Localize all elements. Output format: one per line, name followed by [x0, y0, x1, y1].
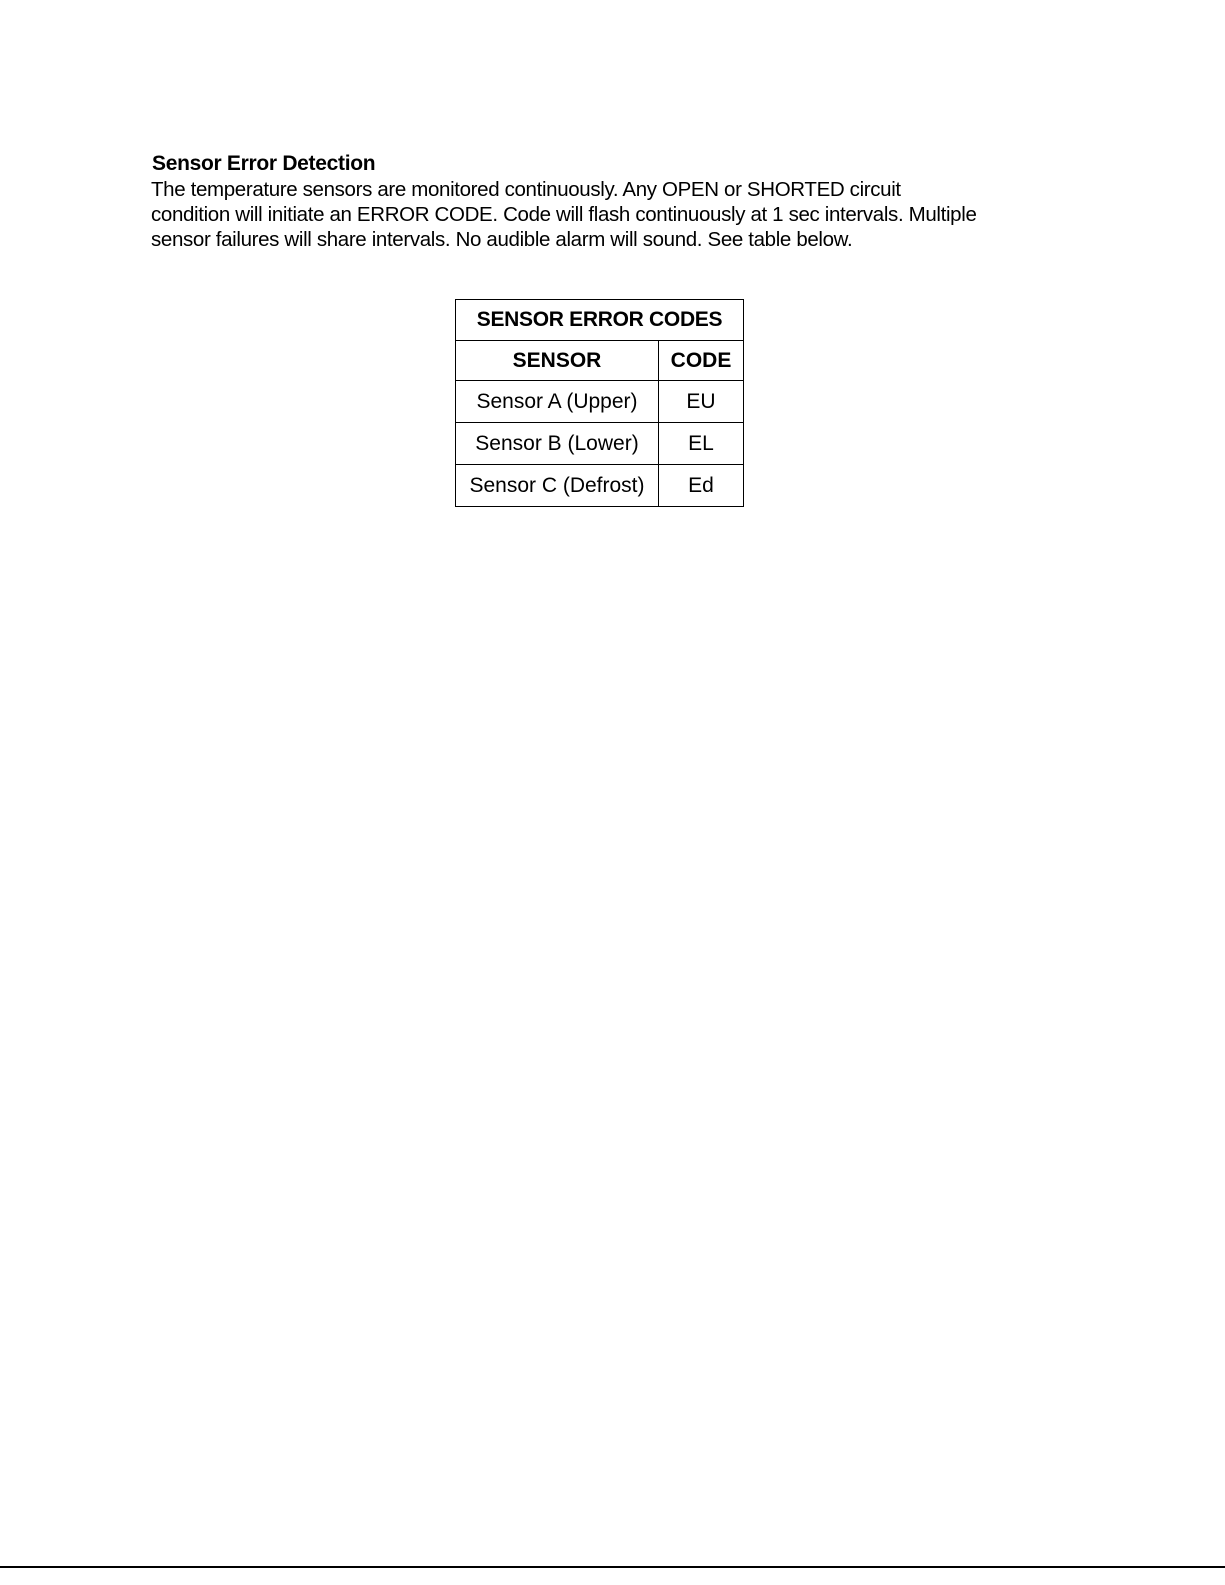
section-heading: Sensor Error Detection [152, 152, 376, 175]
column-header-code: CODE [659, 341, 744, 381]
table-header-row [456, 341, 744, 381]
paragraph-line: sensor failures will share intervals. No audible alarm will sound. See table below. [151, 228, 853, 251]
body-paragraph [151, 177, 1071, 252]
column-header-sensor: SENSOR [456, 341, 659, 381]
table-row [456, 465, 744, 507]
sensor-cell: Sensor B (Lower) [456, 423, 659, 465]
code-cell: Ed [659, 465, 744, 507]
page-bottom-rule [0, 1566, 1225, 1568]
paragraph-line: The temperature sensors are monitored continuously. Any OPEN or SHORTED circuit [151, 178, 901, 201]
code-cell: EU [659, 381, 744, 423]
sensor-error-codes-table [455, 299, 744, 507]
sensor-cell: Sensor C (Defrost) [456, 465, 659, 507]
table-title: SENSOR ERROR CODES [456, 300, 744, 341]
table-title-row [456, 300, 744, 341]
table-row [456, 423, 744, 465]
table-row [456, 381, 744, 423]
sensor-cell: Sensor A (Upper) [456, 381, 659, 423]
paragraph-line: condition will initiate an ERROR CODE. Code will flash continuously at 1 sec intervals. Multiple [151, 203, 977, 226]
code-cell: EL [659, 423, 744, 465]
